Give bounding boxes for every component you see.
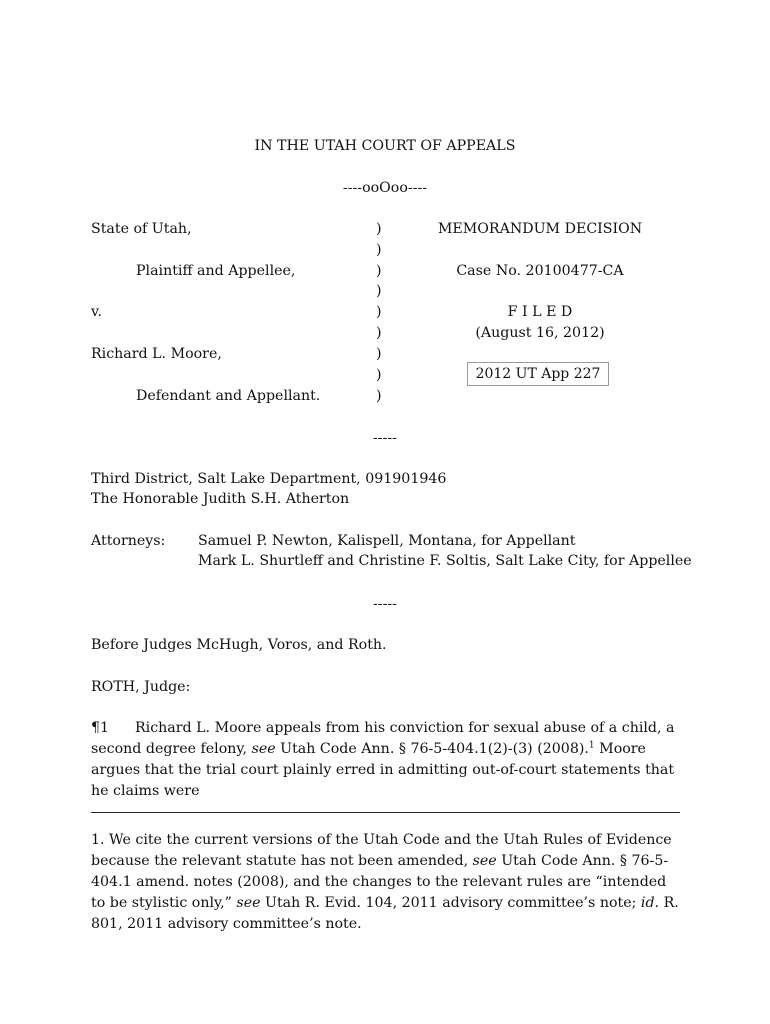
footnote-divider [91,812,680,813]
caption-paren: ) [376,325,382,341]
signal-see: see [236,895,261,911]
section-separator: ----- [373,596,397,612]
district-court: Third District, Salt Lake Department, 091901946 [91,471,447,487]
filed-date: (August 16, 2012) [475,325,605,341]
court-title: IN THE UTAH COURT OF APPEALS [254,138,516,154]
caption-paren: ) [376,242,382,258]
footnote-1 [91,830,681,935]
caption-paren: ) [376,346,382,362]
authoring-judge: ROTH, Judge: [91,679,191,695]
case-number: Case No. 20100477-CA [456,263,624,279]
defendant-role: Defendant and Appellant. [136,388,321,404]
filed-label: F I L E D [507,304,573,320]
paragraph-text: Utah Code Ann. § 76-5-404.1(2)-(3) (2008). [275,741,589,757]
caption-paren: ) [376,263,382,279]
paragraph-mark: ¶1 [91,720,110,736]
paragraph-text: Moore argues that the trial court plainly erred in admitting out-of-court statements that he claims were [91,741,675,799]
plaintiff-role: Plaintiff and Appellee, [136,263,296,279]
signal-id: id. [640,895,660,911]
footnote-reference: 1 [588,740,595,751]
attorneys-label: Attorneys: [91,533,166,549]
footnote-text: R. 801, 2011 advisory committee’s note. [91,895,679,932]
signal-see: see [472,853,497,869]
footnote-text: Utah Code Ann. § 76-5-404.1 amend. notes (2008), and the changes to the relevant rules are “intended to be stylistic only,” [91,853,669,911]
citation-box: 2012 UT App 227 [467,362,609,386]
caption-paren: ) [376,388,382,404]
section-separator: ----- [373,430,397,446]
judge-panel: Before Judges McHugh, Voros, and Roth. [91,637,387,653]
versus: v. [91,304,102,320]
appellee-attorneys: Mark L. Shurtleff and Christine F. Soltis, Salt Lake City, for Appellee [198,553,692,569]
paragraph-text: Richard L. Moore appeals from his conviction for sexual abuse of a child, a second degree felony, [91,720,675,757]
trial-judge: The Honorable Judith S.H. Atherton [91,491,350,507]
plaintiff-name: State of Utah, [91,221,192,237]
caption-paren: ) [376,221,382,237]
decision-type: MEMORANDUM DECISION [437,221,643,237]
opinion-paragraph-1 [91,718,685,802]
caption-paren: ) [376,304,382,320]
footnote-text: Utah R. Evid. 104, 2011 advisory committee’s note; [260,895,641,911]
caption-paren: ) [376,283,382,299]
ornament-divider: ----ooOoo---- [342,180,428,196]
defendant-name: Richard L. Moore, [91,346,222,362]
footnote-text: 1. We cite the current versions of the Utah Code and the Utah Rules of Evidence because the relevant statute has not been amended, [91,832,672,869]
signal-see: see [251,741,276,757]
caption-paren: ) [376,367,382,383]
appellant-attorney: Samuel P. Newton, Kalispell, Montana, for Appellant [198,533,576,549]
